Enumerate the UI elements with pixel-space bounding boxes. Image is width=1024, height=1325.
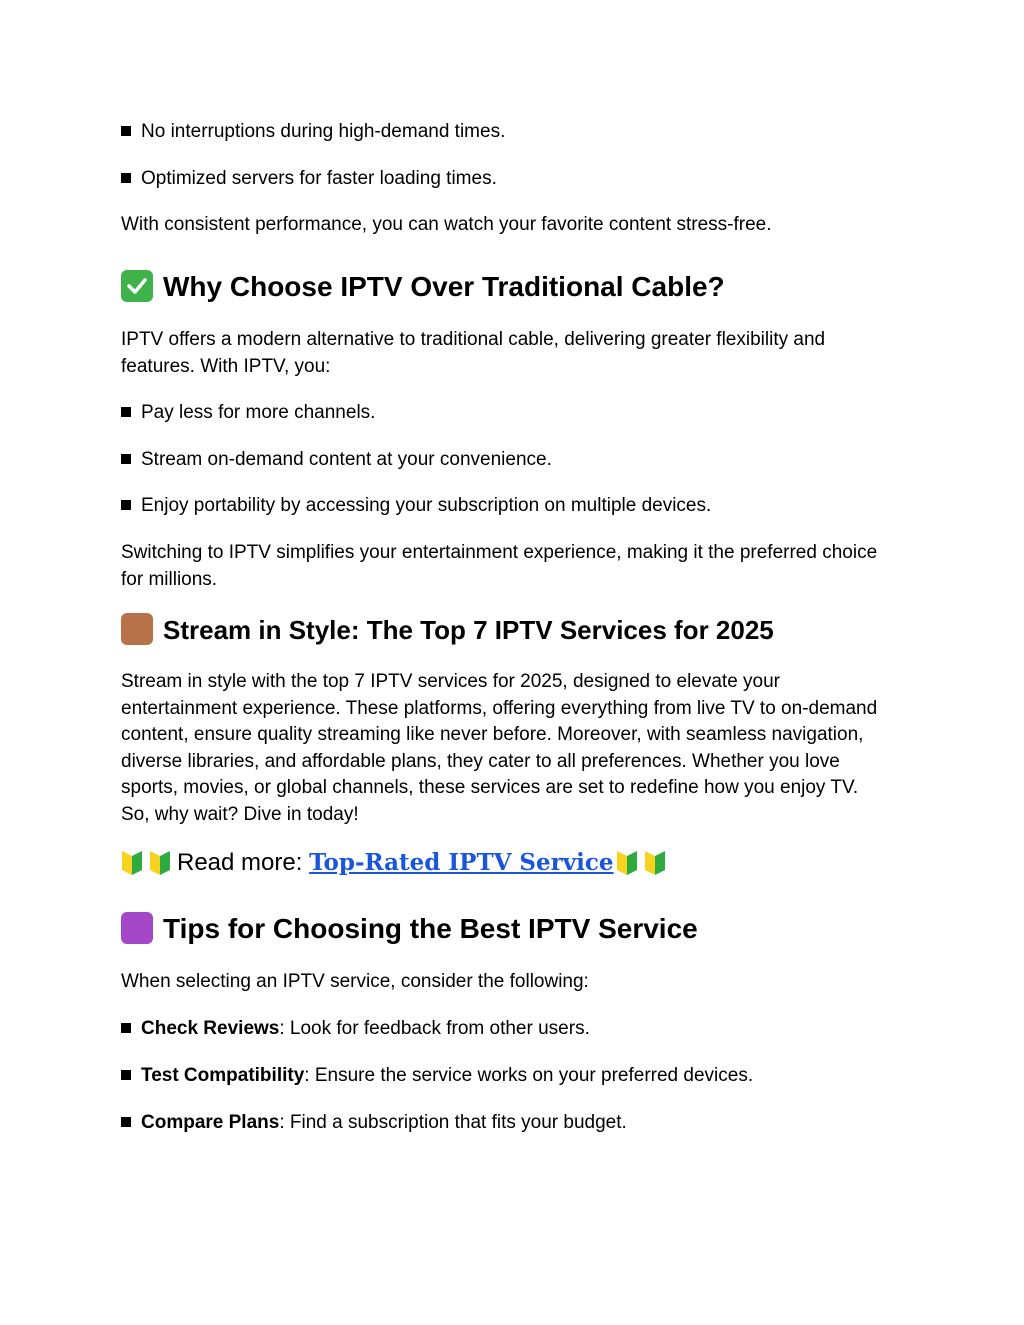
beginner-symbol-icon xyxy=(149,850,171,876)
list-item: Stream on-demand content at your convenience. xyxy=(121,447,552,473)
list-item: Optimized servers for faster loading times. xyxy=(121,166,497,192)
list-item: Compare Plans: Find a subscription that fits your budget. xyxy=(121,1110,627,1136)
list-item: No interruptions during high-demand times. xyxy=(121,119,505,145)
paragraph: With consistent performance, you can watch your favorite content stress-free. xyxy=(121,214,772,235)
bullet-square-icon xyxy=(121,1070,131,1080)
bullet-square-icon xyxy=(121,1023,131,1033)
read-more-line: Read more: Top-Rated IPTV Service xyxy=(121,846,672,880)
brown-square-icon xyxy=(121,613,153,645)
bullet-square-icon xyxy=(121,126,131,136)
list-item: Pay less for more channels. xyxy=(121,400,375,426)
section-heading: Tips for Choosing the Best IPTV Service xyxy=(121,912,698,946)
bullet-square-icon xyxy=(121,173,131,183)
list-item: Check Reviews: Look for feedback from other users. xyxy=(121,1016,590,1042)
section-heading: Why Choose IPTV Over Traditional Cable? xyxy=(121,270,725,304)
paragraph: Stream in style with the top 7 IPTV services for 2025, designed to elevate your entertainment experience. These platforms, offering everything from live TV to on-demand content, ensure quality streaming like never before. Moreover, with seamless navigation, diverse libraries, and affordable plans, they cater to all preferences. Whether you love sports, movies, or global channels, these services are set to redefine how you enjoy TV. So, why wait? Dive in today! xyxy=(121,671,878,825)
section-heading: Stream in Style: The Top 7 IPTV Services for 2025 xyxy=(121,613,774,647)
paragraph: Switching to IPTV simplifies your entertainment experience, making it the preferred choice for millions. xyxy=(121,542,878,590)
list-item: Test Compatibility: Ensure the service works on your preferred devices. xyxy=(121,1063,753,1089)
bullet-square-icon xyxy=(121,407,131,417)
read-more-link[interactable]: Top-Rated IPTV Service xyxy=(309,849,614,876)
paragraph: When selecting an IPTV service, consider the following: xyxy=(121,971,589,992)
bullet-square-icon xyxy=(121,454,131,464)
beginner-symbol-icon xyxy=(644,850,666,876)
beginner-symbol-icon xyxy=(121,850,143,876)
bullet-square-icon xyxy=(121,1117,131,1127)
list-item: Enjoy portability by accessing your subscription on multiple devices. xyxy=(121,493,711,519)
beginner-symbol-icon xyxy=(616,850,638,876)
check-mark-icon xyxy=(121,270,153,302)
purple-square-icon xyxy=(121,912,153,944)
paragraph: IPTV offers a modern alternative to traditional cable, delivering greater flexibility and features. With IPTV, you: xyxy=(121,329,826,377)
bullet-square-icon xyxy=(121,500,131,510)
